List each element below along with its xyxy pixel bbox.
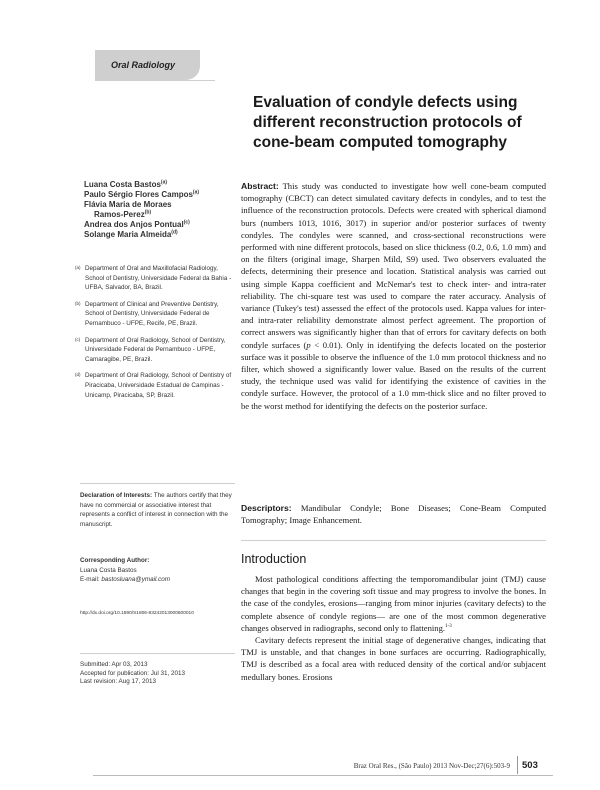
affiliation: (a) Department of Oral and Maxillofacial Radiology, School of Dentistry, Universidade Federal da Bahia - UFBA, Salvador, BA, Brazil. [75,265,232,292]
section-tab [95,50,200,80]
author: Andrea dos Anjos Pontual$^{(c)}$ [84,219,190,229]
introduction-body [241,573,546,683]
page-number: 503 [522,760,538,771]
corresponding-email: E-mail: bastosluana@ymail.com [80,576,171,583]
paragraph: Cavitary defects represent the initial stage of degenerative changes, indicating that TMJ is unstable, and that changes in bone surfaces are occurring. Radiographically, TMJ is described as a focal area with reduced density of the cortical and/or subjacent medullary bones. Erosions [241,635,546,682]
abstract: Abstract: This study was conducted to investigate how well cone-beam computed tomography (CBCT) can detect simulated cavitary defects in condyles, and to test the influence of the reconstruction protocols. Defects were created with spherical diamond burs (numbers 1013, 1016, 3017) in superior and/or posterior surfaces of twenty condyles. The condyles were scanned, and cross-sectional reconstructions were performed with nine different protocols, based on slice thickness (0.2, 0.6, 1.0 mm) and on the filters (original image, Sharpen Mild, S9) used. Two observers evaluated the defects, determining their presence and location. Statistical analysis was carried out using simple Kappa coefficient and McNemar's test to check inter- and intra-rater reliability. The chi-square test was used to compare the rater accuracy. Analysis of variance (Tukey's test) assessed the effect of the protocols used. Kappa values for inter- and intra-rater reliability demonstrate almost perfect agreement. The proportion of correct answers was significantly higher than that of errors for cavitary defects on both condyle surfaces (p < 0.01). Only in identifying the defects located on the posterior surface was it possible to observe the influence of the 1.0 mm protocol thickness and no filter, which showed a significantly lower value. Based on the results of the current study, the technique used was valid for identifying the existence of cavities in the condyle surface. However, the protocol of a 1.0 mm-thick slice and no filter proved to be the worst method for identifying the defects on the posterior surface. [241,181,546,411]
corresponding-author [80,556,235,585]
doi-link[interactable]: http://dx.doi.org/10.1590/S1806-83242013000600010 [80,611,194,616]
author: Luana Costa Bastos$^{(a)}$ [84,179,168,189]
footer-rule [93,775,553,776]
revision-date: Last revision: Aug 17, 2013 [80,678,156,685]
footer-citation: Braz Oral Res., (São Paulo) 2013 Nov-Dec;27(6):503-9 [353,762,510,770]
accepted-date: Accepted for publication: Jul 31, 2013 [80,669,186,677]
paragraph: Most pathological conditions affecting the temporomandibular joint (TMJ) cause changes that begin in the covering soft tissue and may progress to involve the bones. In the case of the condyles, erosions—ranging from minor injuries (cavitary defects) to the complete absence of condyle regions— are one of the most common degenerative changes observed in radiographs, second only to flattening.$^{1-3}$ [241,574,546,633]
submitted-date: Submitted: Apr 03, 2013 [80,661,148,668]
corresponding-label: Corresponding Author: [80,557,150,564]
section-label: Oral Radiology [111,60,176,70]
page-number-separator [517,756,518,774]
author: Flávia Maria de Moraes [84,200,172,209]
author: Ramos-Perez$^{(b)}$ [94,209,152,219]
declaration-of-interests: Declaration of Interests: The authors certify that they have no commercial or associative interest that represents a conflict of interest in connection with the manuscript. [80,492,232,528]
section-divider [95,80,215,81]
author: Solange Maria Almeida$^{(d)}$ [84,229,178,239]
article-title: Evaluation of condyle defects using different reconstruction protocols of cone-beam computed tomography [253,94,522,151]
descriptors: Descriptors: Mandibular Condyle; Bone Diseases; Cone-Beam Computed Tomography; Image Enhancement. [241,503,546,526]
affiliation: (b) Department of Clinical and Preventive Dentistry, School of Dentistry, Universidade Federal de Pernambuco - UFPE, Recife, PE, Brazil. [75,300,219,327]
divider [80,483,235,484]
author: Paulo Sérgio Flores Campos$^{(a)}$ [84,189,200,199]
affiliation-list [75,264,235,407]
divider [80,653,235,654]
divider [241,540,546,541]
affiliation: (d) Department of Oral Radiology, School of Dentistry of Piracicaba, Universidade Estadual de Campinas - Unicamp, Piracicaba, SP, Brazil. [75,372,232,399]
corresponding-name: Luana Costa Bastos [80,566,137,574]
article-dates [80,661,240,687]
introduction-heading: Introduction [241,552,307,566]
abstract-label: Abstract: [241,181,279,191]
author-list [84,180,234,240]
affiliation: (c) Department of Oral Radiology, School of Dentistry, Universidade Federal de Pernambuco - UFPE, Camaragibe, PE, Brazil. [75,336,226,363]
descriptors-label: Descriptors: [241,503,292,513]
